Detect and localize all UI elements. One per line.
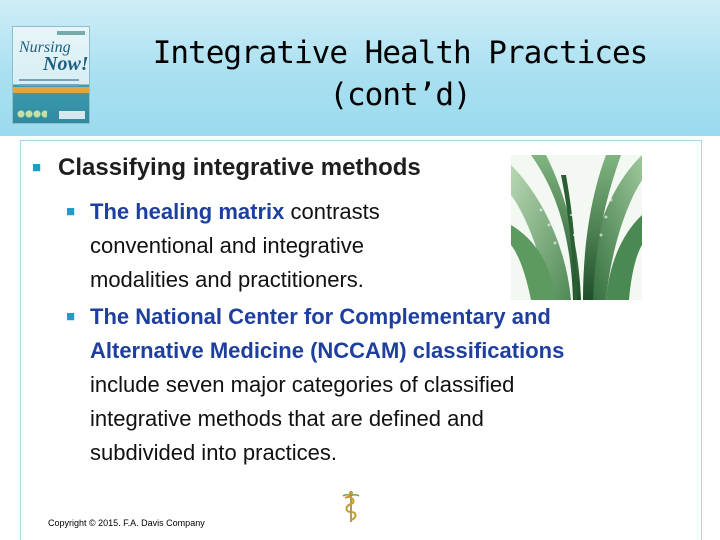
cover-title-now: Now! — [43, 53, 89, 75]
caduceus-ornament-icon — [339, 490, 363, 524]
square-bullet-icon: ■ — [66, 308, 76, 325]
subbullet-nccam-line5: subdivided into practices. — [90, 440, 338, 465]
slide-title-line2: (cont’d) — [329, 77, 471, 113]
subbullet-nccam-line1: The National Center for Complementary and — [90, 304, 551, 329]
square-bullet-icon: ■ — [32, 159, 42, 176]
subbullet-nccam-line4: integrative methods that are defined and — [90, 406, 484, 431]
subbullet-nccam-line2: Alternative Medicine (NCCAM) classifications — [90, 338, 565, 363]
cover-publisher-logo — [59, 111, 85, 119]
aloe-vera-photo — [511, 155, 642, 300]
copyright-text: Copyright © 2015. F.A. Davis Company — [48, 518, 205, 528]
slide-title — [120, 32, 680, 116]
cover-subtitle-lines — [19, 79, 79, 81]
healing-matrix-line1-rest: contrasts — [284, 199, 380, 224]
book-cover-image — [12, 26, 90, 124]
subbullet-healing-matrix — [66, 195, 426, 305]
subbullet-nccam — [66, 300, 626, 470]
cover-author-line — [57, 31, 85, 35]
healing-matrix-term: The healing matrix — [90, 199, 285, 224]
bullet-classifying-text: Classifying integrative methods — [58, 154, 421, 181]
slide-title-line1: Integrative Health Practices — [152, 35, 648, 71]
cover-edition-band — [13, 87, 90, 93]
square-bullet-icon: ■ — [66, 203, 76, 220]
cover-decoration — [17, 109, 47, 119]
subbullet-healing-matrix-line3: modalities and practitioners. — [90, 267, 364, 292]
subbullet-healing-matrix-line1 — [90, 195, 380, 229]
subbullet-healing-matrix-line2: conventional and integrative — [90, 233, 364, 258]
subbullet-nccam-line3: include seven major categories of classified — [90, 372, 515, 397]
cover-title-nursing: Nursing — [19, 39, 71, 56]
